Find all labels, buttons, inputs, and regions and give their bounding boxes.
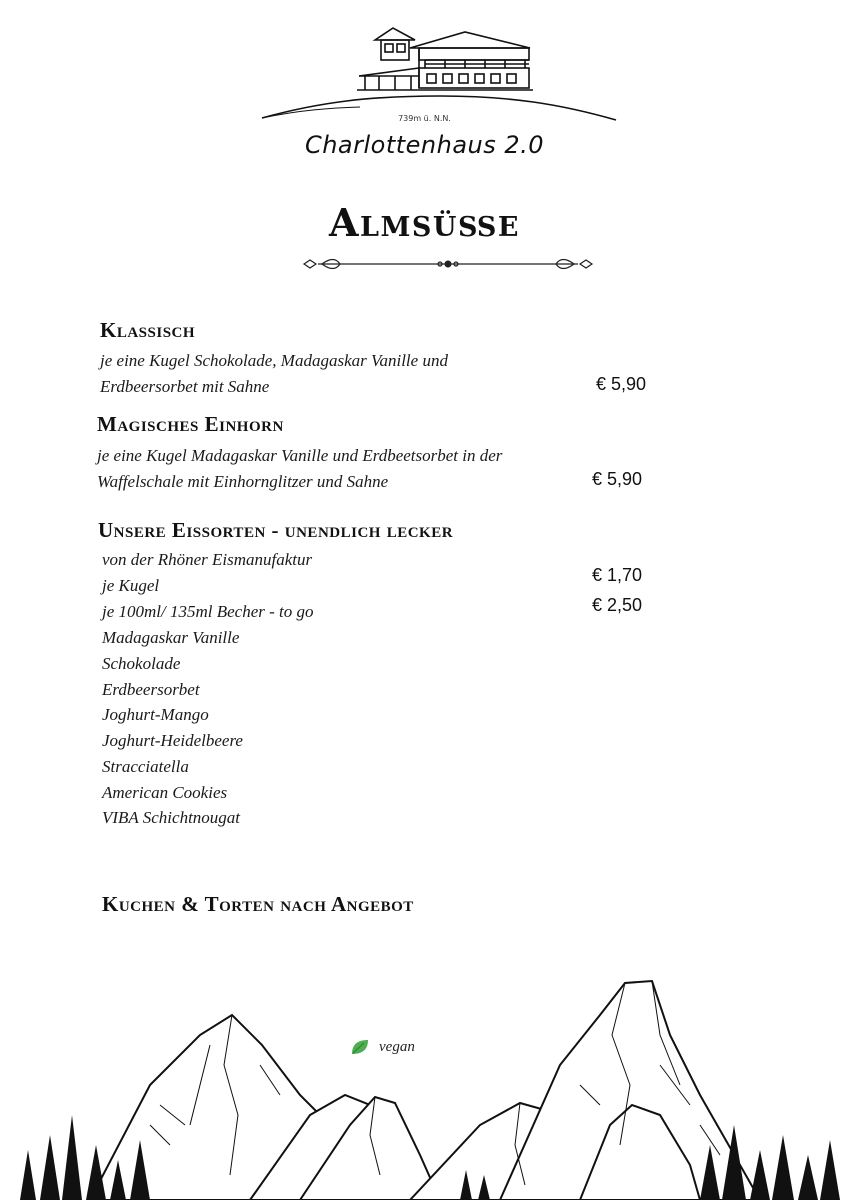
section-title-klassisch: Klassisch (100, 318, 196, 342)
item-price: € 5,90 (592, 469, 643, 489)
flavor-item: Joghurt-Mango (102, 705, 209, 724)
flavor-item: VIBA Schichtnougat (102, 808, 241, 827)
vegan-label: vegan (379, 1038, 415, 1055)
vegan-legend (350, 1038, 415, 1056)
item-description: je eine Kugel Schokolade, Madagaskar Vanille und (100, 351, 448, 370)
flavor-item: Joghurt-Heidelbeere (102, 731, 243, 750)
mountain-illustration-icon (0, 975, 849, 1200)
altitude-label: 739m ü. N.N. (398, 114, 451, 123)
ornament-divider-icon (300, 256, 596, 272)
flavor-item: Stracciatella (102, 757, 189, 776)
venue-name: Charlottenhaus 2.0 (304, 131, 545, 159)
item-price: € 5,90 (596, 374, 647, 394)
flavor-item: Madagaskar Vanille (102, 628, 240, 647)
item-description: je eine Kugel Madagaskar Vanille und Erdbeetsorbet in der (97, 446, 503, 465)
flavor-item: American Cookies (102, 783, 228, 802)
chalet-logo-icon (355, 18, 535, 96)
section-title-magisches-einhorn: Magisches Einhorn (97, 412, 284, 436)
item-price: € 1,70 (592, 565, 643, 585)
item-description: je Kugel (102, 576, 160, 595)
item-description: Erdbeersorbet mit Sahne (100, 377, 270, 396)
item-description: je 100ml/ 135ml Becher - to go (102, 602, 314, 621)
page-title: Almsüße (329, 200, 520, 245)
section-title-eissorten: Unsere Eissorten - unendlich lecker (98, 518, 454, 542)
leaf-icon (350, 1038, 370, 1056)
item-description: von der Rhöner Eismanufaktur (102, 550, 313, 569)
flavor-item: Schokolade (102, 654, 181, 673)
flavor-item: Erdbeersorbet (102, 680, 200, 699)
item-description: Waffelschale mit Einhornglitzer und Sahne (97, 472, 389, 491)
item-price: € 2,50 (592, 595, 643, 615)
section-title-kuchen: Kuchen & Torten nach Angebot (102, 892, 414, 916)
